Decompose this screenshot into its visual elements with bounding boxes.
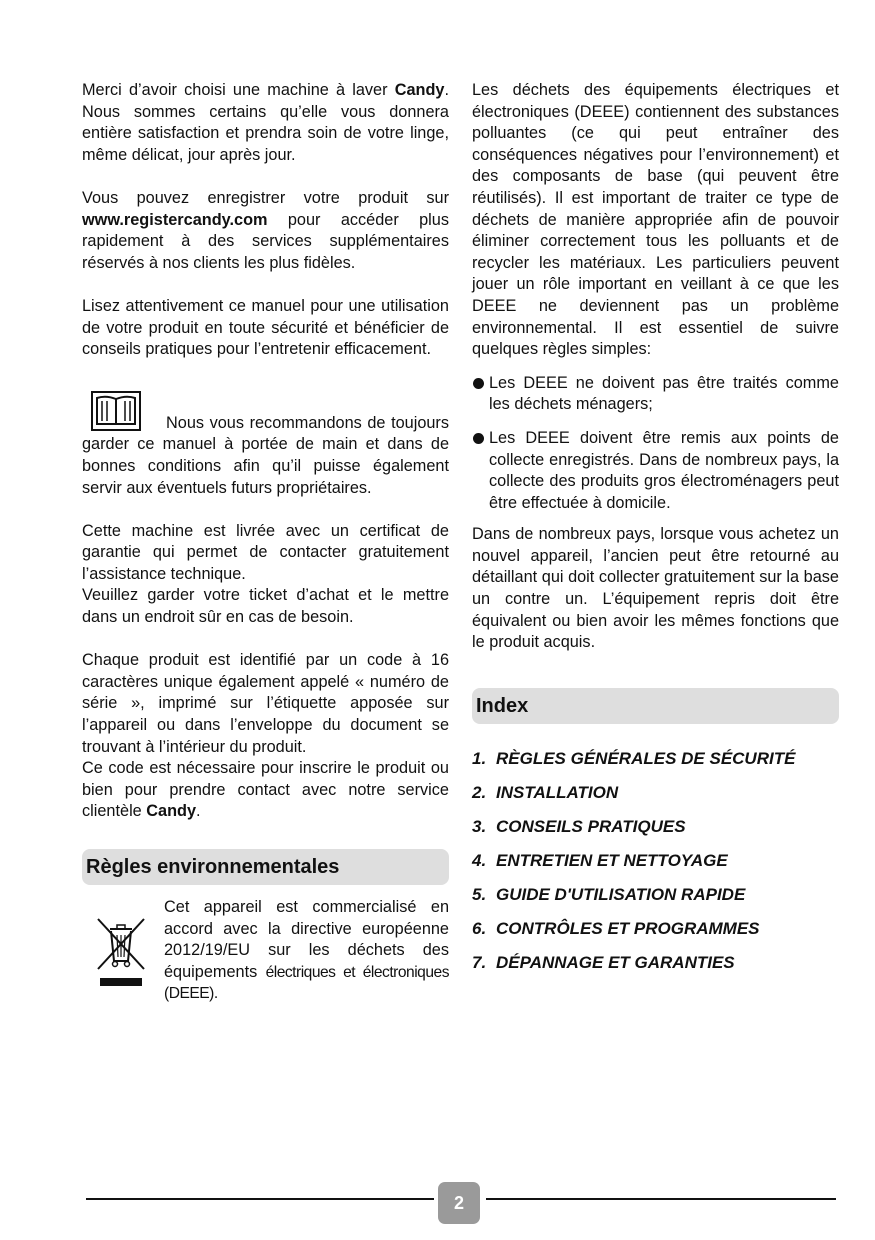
index-label: ENTRETIEN ET NETTOYAGE [496, 850, 728, 870]
index-heading: Index [472, 688, 839, 724]
register-text-cont: pour accéder plus rapidement à des services supplémentaires réservés à nos clients les plus fidèles. [82, 210, 449, 272]
weee-text-end: électriques et électroniques (DEEE). [164, 963, 449, 1003]
index-number: 6. [472, 918, 487, 938]
index-list [472, 748, 839, 986]
index-item[interactable] [472, 782, 839, 816]
receipt-paragraph: Veuillez garder votre ticket d’achat et le mettre dans un endroit sûr en cas de besoin. [82, 586, 449, 627]
index-number: 1. [472, 748, 487, 768]
take-back-paragraph: Dans de nombreux pays, lorsque vous achetez un nouvel appareil, l’ancien peut être retourné au détaillant qui doit collecter gratuitement sur la base un contre un. L’équipement repris doit être équivalent ou bien avoir les mêmes fonctions que le produit acquis. [472, 525, 839, 652]
index-number: 3. [472, 816, 487, 836]
intro-text: Merci d’avoir choisi une machine à laver [82, 81, 395, 99]
register-paragraph [82, 188, 449, 274]
serial-paragraph: Chaque produit est identifié par un code à 16 caractères unique également appelé « numéro de série », imprimé sur l’étiquette apposée sur l’appareil ou dans l’enveloppe du document se trouvant à l’intérieur du produit. [82, 651, 449, 756]
weee-text [164, 897, 449, 1005]
intro-paragraph [82, 80, 449, 166]
brand-name: Candy [146, 802, 197, 821]
index-number: 5. [472, 884, 487, 904]
weee-explanation-paragraph: Les déchets des équipements électriques et électroniques (DEEE) contiennent des substances polluantes (ce qui peut entraîner des conséquences négatives pour l’environnement) et des composants de base (qui peuvent être réutilisés). Il est important de traiter ce type de déchets de manière appropriée afin de pouvoir éliminer correctement tous les polluants et de recycler les matériaux. Les particuliers peuvent jouer un rôle important en veillant à ce que les DEEE ne deviennent pas un problème environnemental. Il est essentiel de suivre quelques règles simples: [472, 81, 839, 359]
manual-note [82, 393, 449, 499]
code-text-end: . [196, 802, 201, 821]
register-url[interactable]: www.registercandy.com [82, 210, 268, 229]
list-item: Les DEEE doivent être remis aux points de collecte enregistrés. Dans de nombreux pays, la collecte des produits gros électroménagers peut être effectuée à domicile. [472, 428, 839, 514]
index-number: 4. [472, 850, 487, 870]
page-number: 2 [438, 1182, 480, 1224]
book-icon [91, 391, 141, 431]
warranty-paragraph: Cette machine est livrée avec un certificat de garantie qui permet de contacter gratuitement l’assistance technique. [82, 521, 449, 583]
weee-text-main: Cet appareil est commercialisé en accord avec la directive européenne 2012/19/EU sur les déchets des équipements [164, 898, 449, 981]
index-number: 7. [472, 952, 487, 972]
brand-name: Candy [394, 81, 445, 99]
index-number: 2. [472, 782, 487, 802]
code-text: Ce code est nécessaire pour inscrire le produit ou bien pour prendre contact avec notre service clientèle [82, 759, 449, 821]
keep-manual-text: Nous vous recommandons de toujours garder ce manuel à portée de main et dans de bonnes conditions afin qu’il puisse également servir aux éventuels futurs propriétaires. [82, 413, 449, 497]
register-text: Vous pouvez enregistrer votre produit sur [82, 188, 449, 207]
index-label: RÈGLES GÉNÉRALES DE SÉCURITÉ [496, 748, 796, 768]
footer-rule-left [86, 1198, 434, 1200]
index-item[interactable] [472, 918, 839, 952]
read-manual-paragraph: Lisez attentivement ce manuel pour une utilisation de votre produit en toute sécurité et bénéficier de conseils pratiques pour l’entretenir efficacement. [82, 296, 449, 359]
left-column [82, 80, 449, 1009]
crossed-bin-icon [96, 915, 146, 989]
environment-heading: Règles environnementales [82, 849, 449, 885]
index-label: DÉPANNAGE ET GARANTIES [496, 952, 735, 972]
index-item[interactable] [472, 816, 839, 850]
intro-text-cont: . Nous sommes certains qu’elle vous donnera entière satisfaction et prendra soin de votre linge, même délicat, jour après jour. [82, 81, 449, 164]
index-item[interactable] [472, 884, 839, 918]
index-item[interactable] [472, 952, 839, 986]
rules-list [472, 373, 839, 515]
index-label: INSTALLATION [496, 782, 619, 802]
index-label: CONTRÔLES ET PROGRAMMES [496, 918, 760, 938]
list-item: Les DEEE ne doivent pas être traités comme les déchets ménagers; [472, 373, 839, 416]
index-label: GUIDE D'UTILISATION RAPIDE [496, 884, 746, 904]
footer-rule-right [486, 1198, 836, 1200]
weee-notice [82, 897, 449, 1009]
index-label: CONSEILS PRATIQUES [496, 816, 686, 836]
code-paragraph [82, 758, 449, 823]
right-column [472, 80, 839, 986]
index-item[interactable] [472, 748, 839, 782]
index-item[interactable] [472, 850, 839, 884]
